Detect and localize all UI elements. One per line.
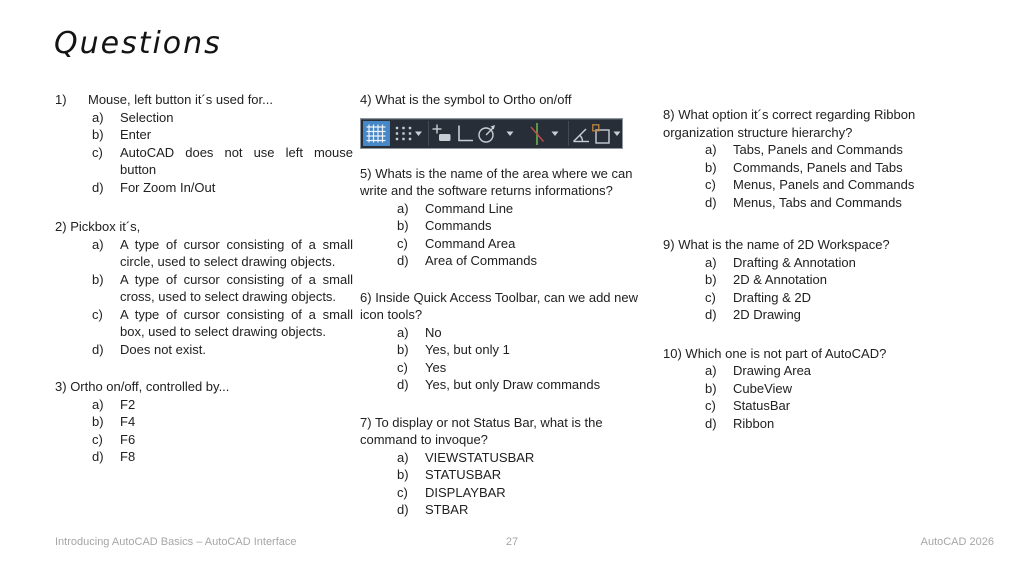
slide-title: Questions [54,26,222,61]
option-letter: a) [397,449,409,465]
option-text: F2 [120,396,136,412]
question-number: 7) [360,414,372,430]
question-heading [663,236,953,254]
option-row [92,179,353,197]
option-letter: c) [92,431,103,447]
option-letter: a) [92,109,104,125]
option-letter: b) [397,467,409,482]
option-row [92,448,353,466]
option-letter: a) [92,396,104,412]
grid-icon [363,121,390,146]
option-text: Does not exist. [120,341,206,357]
slide-footer [0,536,1024,556]
footer-title: Introducing AutoCAD Basics – AutoCAD Interface [55,536,297,548]
option-text: Tabs, Panels and Commands [733,142,903,157]
option-row [92,271,353,306]
column-3 [663,106,953,432]
option-row [92,126,353,144]
question-8 [663,106,953,211]
question-2 [55,218,353,358]
option-row [397,341,660,359]
question-number: 9) [663,237,675,252]
option-text: Area of Commands [425,253,537,268]
question-10 [663,345,953,433]
option-row [705,415,953,433]
question-1 [55,91,353,196]
question-heading [55,218,353,236]
option-letter: d) [397,253,409,268]
option-text: Drafting & Annotation [733,254,856,270]
question-heading [360,91,660,109]
option-letter: d) [397,377,409,392]
question-heading [360,165,660,200]
autocad-statusbar-svg [360,118,623,149]
option-letter: d) [92,341,104,357]
option-letter: c) [397,235,408,251]
question-7 [360,414,660,519]
option-row [397,200,660,218]
option-letter: b) [705,380,717,396]
question-text: What is the symbol to Ortho on/off [375,92,572,107]
question-heading [360,289,660,324]
column-2 [360,91,660,519]
question-3 [55,378,353,466]
question-text: What is the name of 2D Workspace? [678,237,890,252]
option-row [705,380,953,398]
option-text: VIEWSTATUSBAR [425,449,535,465]
option-row [397,466,660,484]
option-row [397,217,660,235]
page-number: 27 [505,536,519,548]
option-text: Command Area [425,235,516,251]
question-6 [360,289,660,394]
option-text: Enter [120,127,152,142]
option-row [397,449,660,467]
option-text: F6 [120,431,136,447]
column-1 [55,91,353,466]
option-letter: a) [92,236,104,252]
option-text: STATUSBAR [425,467,502,482]
option-row [92,413,353,431]
snap-icon [396,126,411,139]
option-letter: c) [705,177,716,192]
option-letter: b) [705,159,717,175]
option-text: Yes, but only Draw commands [425,377,601,392]
option-letter: b) [705,272,717,287]
option-text: F8 [120,449,136,464]
option-letter: b) [397,342,409,357]
question-text: What option it´s correct regarding Ribbon organization structure hierarchy? [663,107,916,140]
option-row [705,271,953,289]
option-row [397,252,660,270]
option-text: Drawing Area [733,363,812,378]
option-text: CubeView [733,380,793,396]
option-text: Drafting & 2D [733,289,812,305]
option-text: Commands, Panels and Tabs [733,159,903,175]
option-letter: c) [92,306,103,322]
question-number: 6) [360,289,372,305]
option-letter: a) [705,142,717,157]
option-text: A type of cursor consisting of a small circle, used to select drawing objects. [120,236,353,269]
option-letter: b) [92,414,104,429]
option-text: Yes, but only 1 [425,342,510,357]
option-row [705,254,953,272]
option-letter: b) [92,271,104,287]
option-letter: c) [705,398,716,413]
option-text: Ribbon [733,415,775,431]
option-letter: d) [705,194,717,210]
option-letter: b) [92,127,104,142]
option-row [397,501,660,519]
question-number: 5) [360,165,372,181]
question-number: 10) [663,345,682,361]
option-row [92,306,353,341]
option-row [705,159,953,177]
option-letter: c) [397,484,408,500]
option-row [705,176,953,194]
option-text: A type of cursor consisting of a small cross, used to select drawing objects. [120,271,353,304]
option-row [92,431,353,449]
option-text: Selection [120,109,174,125]
option-letter: d) [705,307,717,322]
option-letter: d) [705,415,717,431]
question-number: 3) [55,379,67,394]
question-heading [360,414,660,449]
question-heading [663,345,953,363]
question-text: Inside Quick Access Toolbar, can we add new icon tools? [360,289,638,322]
option-text: AutoCAD does not use left mouse button [120,144,353,177]
option-text: STBAR [425,502,469,517]
option-letter: a) [705,363,717,378]
option-text: No [425,324,442,340]
question-heading [55,378,353,396]
option-row [92,396,353,414]
option-row [92,144,353,179]
question-text: Which one is not part of AutoCAD? [685,345,887,361]
question-text: Mouse, left button it´s used for... [88,92,273,107]
question-9 [663,236,953,324]
question-text: Ortho on/off, controlled by... [70,379,230,394]
option-text: DISPLAYBAR [425,484,506,500]
option-row [705,362,953,380]
option-row [397,376,660,394]
option-row [705,141,953,159]
question-text: To display or not Status Bar, what is the command to invoque? [360,414,603,447]
option-text: 2D Drawing [733,307,801,322]
option-text: Yes [425,359,447,375]
question-4 [360,91,660,109]
question-heading [663,106,953,141]
option-text: 2D & Annotation [733,272,827,287]
autocad-statusbar-image [360,118,623,149]
option-text: A type of cursor consisting of a small box, used to select drawing objects. [120,306,353,339]
option-text: For Zoom In/Out [120,179,216,195]
option-row [92,109,353,127]
question-number: 2) [55,219,67,234]
option-letter: d) [92,449,104,464]
option-letter: c) [397,359,408,375]
question-text: Whats is the name of the area where we can write and the software returns informations? [360,165,633,198]
option-text: Menus, Tabs and Commands [733,194,902,210]
option-row [397,359,660,377]
option-row [705,194,953,212]
option-row [705,397,953,415]
question-heading [55,91,353,109]
option-letter: d) [92,179,104,195]
option-letter: a) [705,254,717,270]
option-row [92,236,353,271]
option-letter: d) [397,502,409,517]
option-text: F4 [120,414,136,429]
option-row [92,341,353,359]
option-letter: c) [705,289,716,305]
question-text: Pickbox it´s, [70,219,141,234]
option-letter: a) [397,324,409,340]
option-letter: b) [397,218,409,233]
option-row [705,289,953,307]
option-row [705,306,953,324]
option-row [397,324,660,342]
option-letter: a) [397,200,409,216]
option-text: Command Line [425,200,514,216]
option-text: Commands [425,218,492,233]
question-number: 8) [663,107,675,122]
question-number: 4) [360,92,372,107]
toolbar-background [361,118,623,148]
option-letter: c) [92,144,103,160]
option-row [397,484,660,502]
question-number: 1) [55,92,67,107]
option-text: StatusBar [733,398,791,413]
option-text: Menus, Panels and Commands [733,177,915,192]
option-row [397,235,660,253]
footer-product: AutoCAD 2026 [920,536,994,548]
question-5 [360,165,660,270]
